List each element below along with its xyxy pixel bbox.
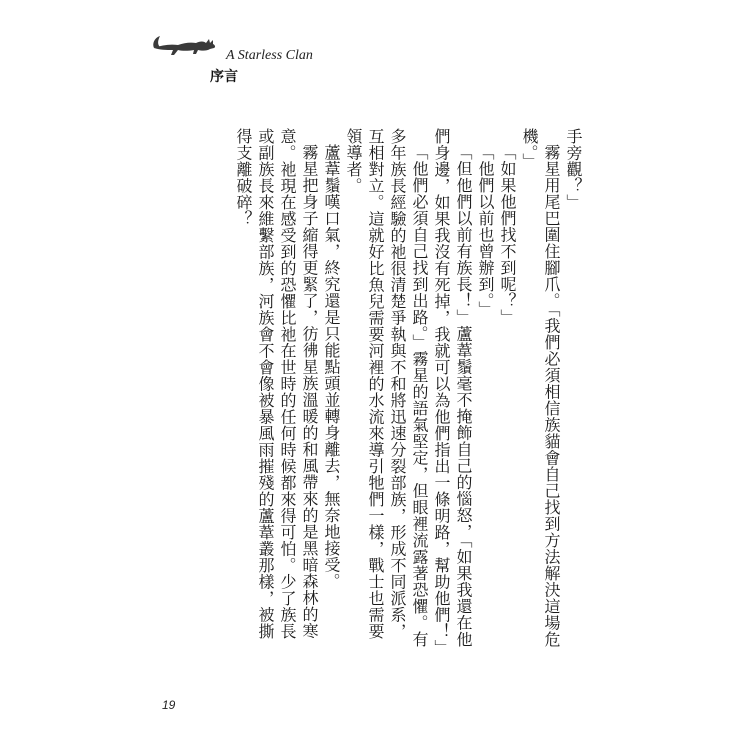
- paragraph: 霧星把身子縮得更緊了，彷彿星族溫暖的和風帶來的是黑暗森林的寒意。祂現在感受到的恐懼比祂在世時的任何時候都來得可怕。少了族長或副族長來維繫部族，河族會不會像被暴風雨摧殘的蘆葦叢那樣，被撕得支離破碎？: [234, 128, 319, 640]
- paragraph: 「他們必須自己找到出路。」霧星的語氣堅定，但眼裡流露著恐懼。有多年族長經驗的祂很清楚爭執與不和將迅速分裂部族，形成不同派系，互相對立。這就好比魚兒需要河裡的水流來導引牠們一樣，戰士也需要領導者。: [344, 128, 429, 648]
- paragraph: 「如果他們找不到呢？」: [498, 144, 517, 326]
- series-title: A Starless Clan: [226, 48, 313, 63]
- paragraph: 霧星用尾巴圍住腳爪。「我們必須相信族貓會自己找到方法解決這場危機。」: [520, 128, 561, 648]
- paragraph: 蘆葦鬚嘆口氣，終究還是只能點頭並轉身離去，無奈地接受。: [322, 144, 341, 590]
- paragraph: 「但他們以前有族長！」蘆葦鬚毫不掩飾自己的惱怒，「如果我還在他們身邊，如果我沒有死掉，我就可以為他們指出一條明路，幫助他們！」: [432, 128, 473, 656]
- page-number: 19: [162, 698, 176, 712]
- paragraph: 手旁觀？」: [564, 128, 583, 211]
- prowling-cat-silhouette-icon: [152, 32, 222, 58]
- paragraph: 「他們以前也曾辦到。」: [476, 144, 495, 318]
- section-title: 序言: [210, 69, 238, 85]
- vertical-body-text: [234, 128, 584, 656]
- running-header: [152, 28, 352, 88]
